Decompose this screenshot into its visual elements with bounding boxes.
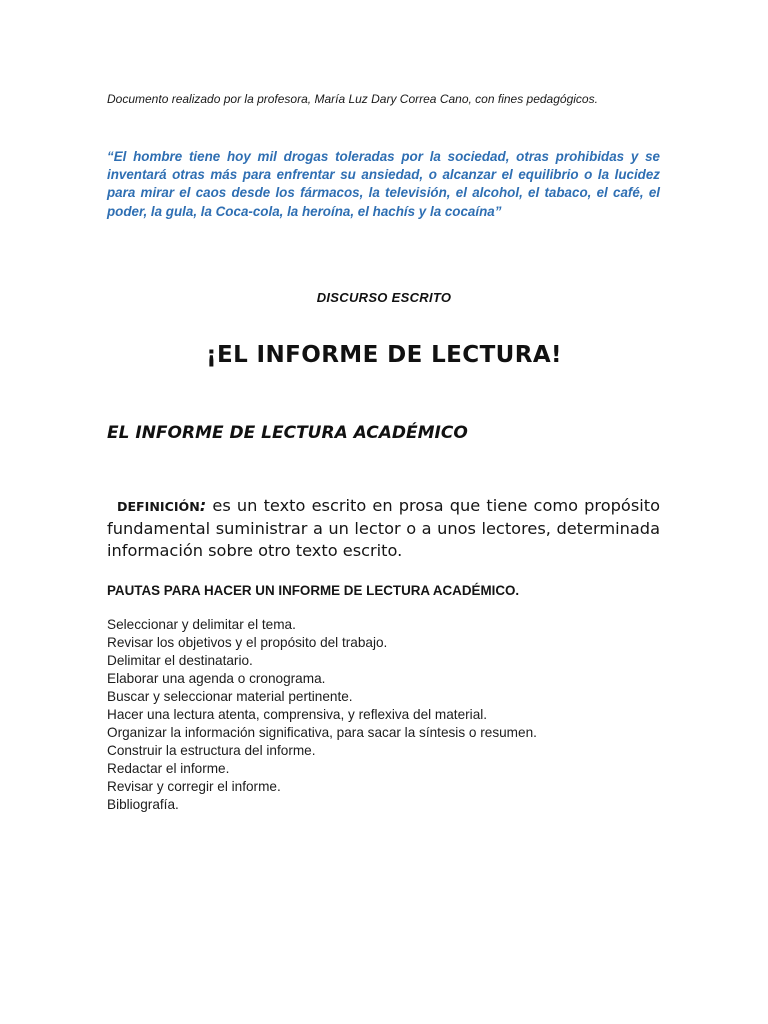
guidelines-heading: PAUTAS PARA HACER UN INFORME DE LECTURA ACADÉMICO. xyxy=(107,583,520,598)
author-credit: Documento realizado por la profesora, María Luz Dary Correa Cano, con fines pedagógicos. xyxy=(107,92,598,106)
definition-colon: : xyxy=(199,496,207,515)
definition-text: es un texto escrito en prosa que tiene como propósito fundamental suministrar a un lector o a unos lectores, determinada información sobre otro texto escrito. xyxy=(107,496,660,560)
list-item: Bibliografía. xyxy=(107,797,179,812)
definition-label: DEFINICIÓN xyxy=(117,499,200,514)
list-item: Construir la estructura del informe. xyxy=(107,743,316,758)
page-title: ¡EL INFORME DE LECTURA! xyxy=(206,342,562,368)
list-item: Elaborar una agenda o cronograma. xyxy=(107,671,326,686)
list-item: Hacer una lectura atenta, comprensiva, y reflexiva del material. xyxy=(107,707,488,722)
list-item: Buscar y seleccionar material pertinente. xyxy=(107,689,353,704)
discourse-subheading: DISCURSO ESCRITO xyxy=(316,290,452,305)
list-item: Delimitar el destinatario. xyxy=(107,653,253,668)
guidelines-list xyxy=(107,616,537,814)
list-item: Revisar y corregir el informe. xyxy=(107,779,281,794)
list-item: Organizar la información significativa, para sacar la síntesis o resumen. xyxy=(107,725,537,740)
list-item: Redactar el informe. xyxy=(107,761,230,776)
list-item: Seleccionar y delimitar el tema. xyxy=(107,617,296,632)
list-item: Revisar los objetivos y el propósito del trabajo. xyxy=(107,635,388,650)
definition-paragraph xyxy=(107,495,660,562)
epigraph-quote: “El hombre tiene hoy mil drogas toleradas por la sociedad, otras prohibidas y se inventará otras más para enfrentar su ansiedad, o alcanzar el equilibrio o la lucidez para mirar el caos desde los fármacos, la televisión, el alcohol, el tabaco, el café, el poder, la gula, la Coca-cola, la heroína, el hachís y la cocaína” xyxy=(107,149,660,219)
section-title: EL INFORME DE LECTURA ACADÉMICO xyxy=(107,423,468,443)
